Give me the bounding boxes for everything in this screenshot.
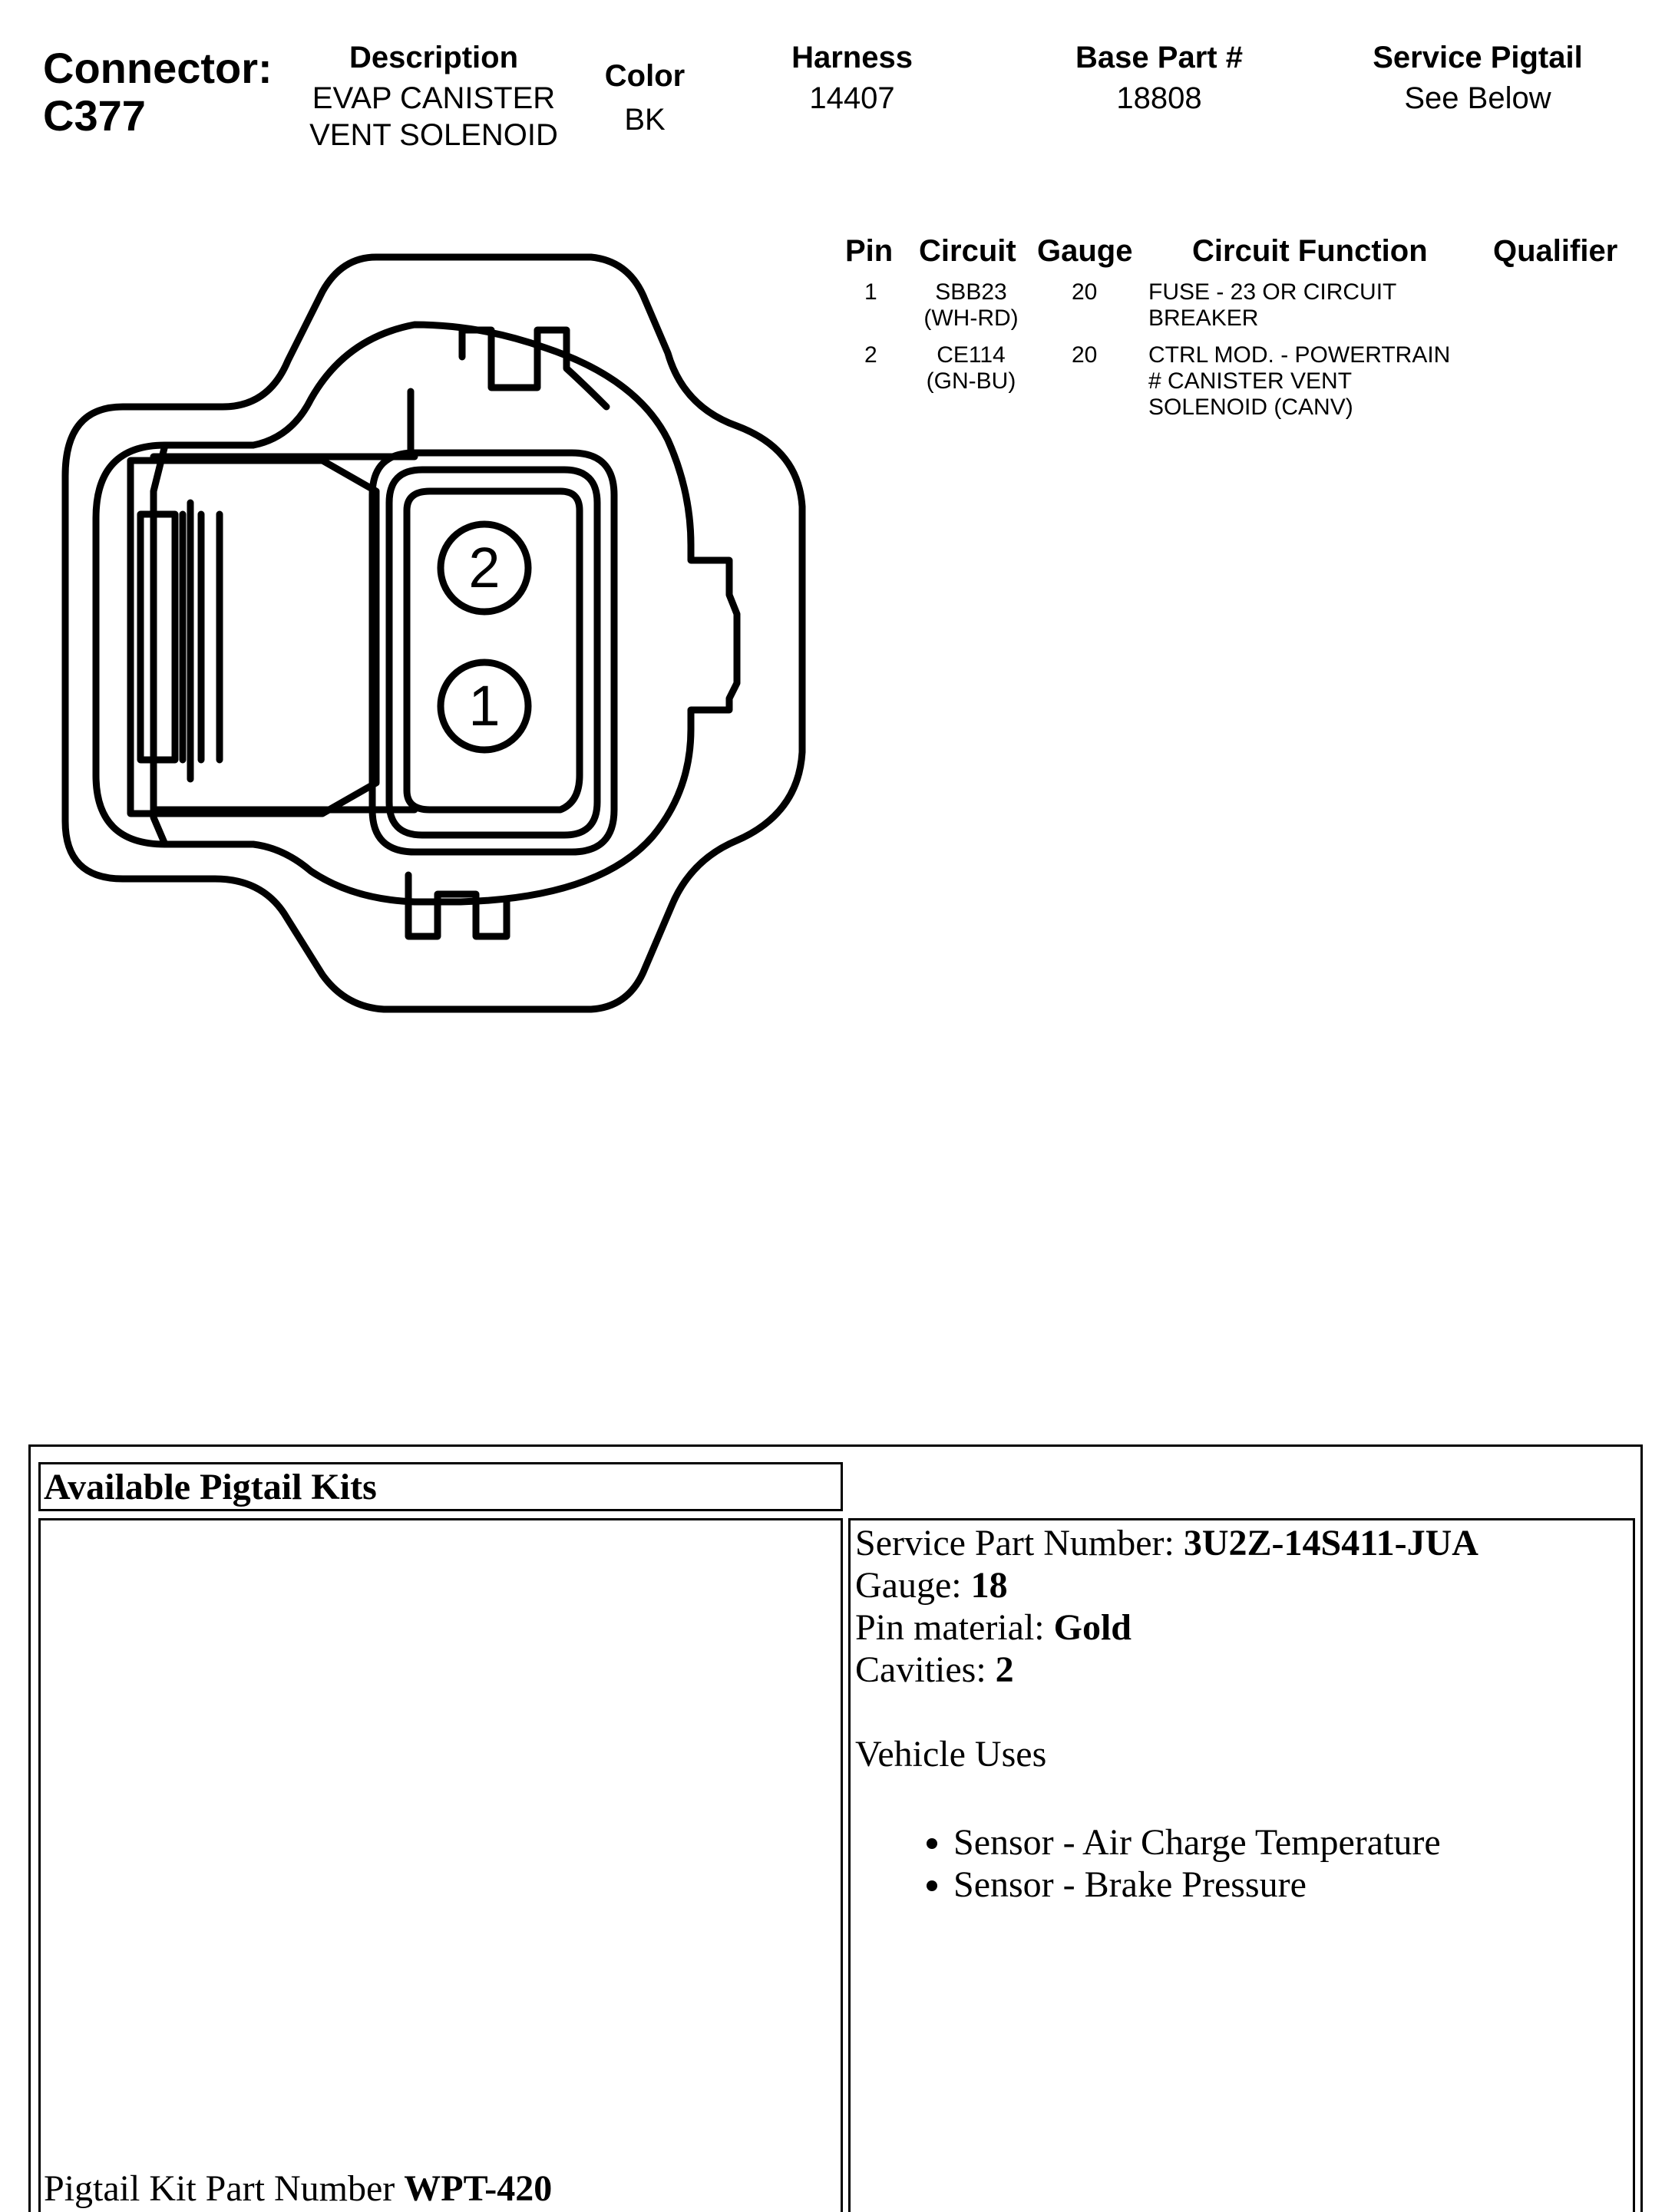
description-header: Description <box>349 41 519 74</box>
pin-row-2-circuit-code: CE114 <box>937 342 1006 368</box>
pin-row-1-pin: 1 <box>864 279 877 305</box>
cavities-value: 2 <box>995 1649 1014 1690</box>
pin-row-2-circuit-color: (GN-BU) <box>926 368 1016 394</box>
vehicle-uses-list <box>855 1821 1478 1906</box>
cavity-2-label: 2 <box>468 536 501 599</box>
cavity-1-label: 1 <box>468 674 501 738</box>
pigtail-kit-part-value: WPT-420 <box>404 2168 553 2209</box>
pin-row-2-pin: 2 <box>864 342 877 368</box>
service-pigtail-column <box>1332 40 1624 117</box>
pin-row-2-gauge: 20 <box>1072 342 1098 368</box>
pin-table-header-circuit-function: Circuit Function <box>1192 234 1428 268</box>
pin-material <box>855 1606 1478 1649</box>
description-line-1: EVAP CANISTER <box>312 81 556 115</box>
vehicle-uses-heading: Vehicle Uses <box>855 1734 1047 1775</box>
connector-label: Connector: <box>43 44 273 92</box>
pigtail-details-cell <box>848 1518 1635 2212</box>
service-pigtail-value: See Below <box>1404 81 1551 115</box>
top-latch-tab <box>462 330 606 407</box>
description-line-2: VENT SOLENOID <box>309 118 558 152</box>
pin-row-1-function-line: BREAKER <box>1148 305 1259 331</box>
pin-row-1-function <box>1148 279 1396 332</box>
pigtail-image-cell <box>38 1518 843 2212</box>
left-latch-notch <box>140 514 175 760</box>
base-part-value: 18808 <box>1116 81 1202 115</box>
pin-table-header-gauge: Gauge <box>1037 234 1133 268</box>
pigtail-kit-part-number <box>44 2167 552 2210</box>
pin-row-1-circuit <box>917 279 1025 332</box>
color-value: BK <box>624 103 666 137</box>
connector-id: C377 <box>43 91 146 140</box>
pigtail-gauge <box>855 1564 1478 1606</box>
base-part-header: Base Part # <box>1075 41 1243 74</box>
pin-material-value: Gold <box>1053 1607 1132 1648</box>
harness-value: 14407 <box>809 81 895 115</box>
pin-row-2-function-line: # CANISTER VENT <box>1148 368 1353 394</box>
pigtail-kits-title: Available Pigtail Kits <box>44 1467 377 1507</box>
service-part-number <box>855 1522 1478 1564</box>
service-part-number-value: 3U2Z-14S411-JUA <box>1183 1523 1478 1563</box>
pigtail-kits-title-cell <box>38 1462 843 1511</box>
cavities <box>855 1649 1478 1691</box>
color-header: Color <box>604 59 686 93</box>
vehicle-use-item: • Sensor - Air Charge Temperature <box>953 1821 1478 1864</box>
harness-header: Harness <box>791 41 913 74</box>
pigtail-details <box>855 1522 1478 1906</box>
base-part-column <box>1044 40 1274 117</box>
pin-row-2-circuit <box>917 342 1025 395</box>
pin-table-header-circuit: Circuit <box>919 234 1016 268</box>
pin-row-1-circuit-color: (WH-RD) <box>923 305 1019 331</box>
connector-face-diagram <box>0 0 844 1036</box>
left-wall-detail <box>154 445 165 844</box>
pin-row-2-function-line: SOLENOID (CANV) <box>1148 395 1353 420</box>
vehicle-use-item: • Sensor - Brake Pressure <box>953 1864 1478 1906</box>
pin-row-2-function-line: CTRL MOD. - POWERTRAIN <box>1148 342 1451 368</box>
pigtail-kit-part-label: Pigtail Kit Part Number <box>44 2168 405 2209</box>
pigtail-gauge-value: 18 <box>970 1565 1008 1606</box>
cavities-label: Cavities: <box>855 1649 996 1690</box>
service-pigtail-header: Service Pigtail <box>1373 41 1583 74</box>
pin-table-header-qualifier: Qualifier <box>1493 234 1618 268</box>
bottom-latch-tab <box>408 875 507 936</box>
pigtail-gauge-label: Gauge: <box>855 1565 971 1606</box>
pin-material-label: Pin material: <box>855 1607 1054 1648</box>
pin-row-1-gauge: 20 <box>1072 279 1098 305</box>
pin-row-2-function <box>1148 342 1450 421</box>
pin-table-header-pin: Pin <box>845 234 894 268</box>
pin-row-1-function-line: FUSE - 23 OR CIRCUIT <box>1148 279 1397 305</box>
pin-row-1-circuit-code: SBB23 <box>935 279 1007 305</box>
service-part-number-label: Service Part Number: <box>855 1523 1184 1563</box>
